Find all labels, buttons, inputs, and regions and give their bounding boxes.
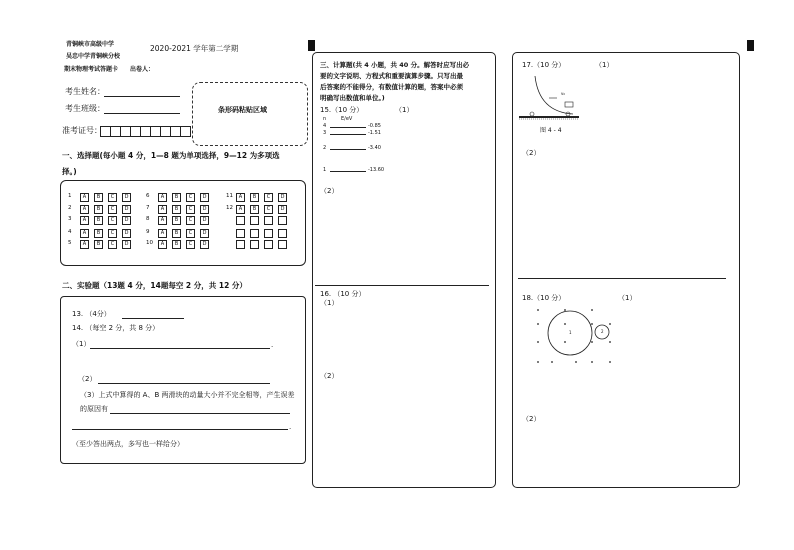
choice-bubble[interactable]: C <box>108 229 117 238</box>
question-number: 5 <box>68 240 72 246</box>
choice-bubble[interactable]: C <box>186 205 195 214</box>
period-mark: . <box>271 341 274 349</box>
q14-part3-text-cont: 的原因有 <box>80 405 108 413</box>
student-class-label: 考生班级： <box>65 104 105 113</box>
barcode-area <box>192 82 308 146</box>
section3-title-3: 后答案的不能得分，有数值计算的题，答案中必须 <box>320 83 463 91</box>
choice-bubble[interactable]: D <box>122 205 131 214</box>
figure-caption: 图 4 - 4 <box>540 127 562 134</box>
q17-figure <box>515 72 585 124</box>
choice-bubble[interactable]: A <box>236 193 245 202</box>
q16-label: 16. （10 分） <box>320 290 366 298</box>
question-number: 7 <box>146 205 150 211</box>
alignment-mark <box>308 40 315 51</box>
energy-level-n: 1 <box>323 167 327 173</box>
question-number: 6 <box>146 193 150 199</box>
energy-level-value: -13.60 <box>368 167 385 173</box>
student-name-label: 考生姓名： <box>65 87 105 96</box>
q14-part2-line[interactable] <box>98 383 270 384</box>
q15-part2-label: （2） <box>320 187 339 195</box>
choice-bubble[interactable]: B <box>94 240 103 249</box>
q14-part2-label: （2） <box>78 375 97 383</box>
choice-bubble[interactable]: D <box>200 229 209 238</box>
energy-level-n: 3 <box>323 130 327 136</box>
term-title: 2020-2021 学年第二学期 <box>150 44 239 53</box>
choice-bubble[interactable]: A <box>158 205 167 214</box>
question-number: 8 <box>146 216 150 222</box>
choice-bubble[interactable]: A <box>158 216 167 225</box>
choice-bubble[interactable] <box>250 216 259 225</box>
q17-part1-label: （1） <box>595 61 614 69</box>
energy-level-line <box>330 134 366 135</box>
section1-title-cont: 择。) <box>62 167 77 176</box>
q18-label: 18.（10 分） <box>522 294 566 302</box>
q17-label: 17.（10 分） <box>522 61 566 69</box>
energy-level-line <box>330 149 366 150</box>
choice-bubble[interactable]: B <box>172 216 181 225</box>
choice-bubble[interactable]: C <box>186 193 195 202</box>
choice-bubble[interactable]: B <box>172 193 181 202</box>
choice-bubble[interactable]: A <box>158 229 167 238</box>
q13-label: 13. （4分） <box>72 310 111 318</box>
circle-label-2: 2 <box>601 329 604 334</box>
choice-bubble[interactable]: C <box>186 240 195 249</box>
section3-title-4: 明确写出数值和单位。) <box>320 94 385 102</box>
choice-bubble[interactable]: B <box>172 240 181 249</box>
choice-bubble[interactable] <box>264 216 273 225</box>
q13-answer-line[interactable] <box>122 318 184 319</box>
choice-bubble[interactable]: A <box>158 240 167 249</box>
choice-bubble[interactable]: A <box>80 240 89 249</box>
choice-bubble[interactable] <box>236 216 245 225</box>
question-number: 1 <box>68 193 72 199</box>
choice-bubble[interactable]: C <box>108 205 117 214</box>
choice-bubble[interactable]: D <box>200 205 209 214</box>
choice-bubble[interactable]: B <box>94 229 103 238</box>
velocity-label: v₀ <box>561 91 565 96</box>
choice-bubble[interactable] <box>250 240 259 249</box>
choice-bubble[interactable]: D <box>122 240 131 249</box>
q15-label: 15.（10 分） <box>320 106 364 114</box>
calc-section-box <box>312 52 496 488</box>
question-number: 9 <box>146 229 150 235</box>
section3-title-1: 三、计算题(共 4 小题，共 40 分。解答时应写出必 <box>320 61 470 69</box>
choice-bubble[interactable]: A <box>236 205 245 214</box>
section2-title: 二、实验题（13题 4 分，14题每空 2 分，共 12 分） <box>62 281 247 290</box>
exam-id-label: 准考证号： <box>62 126 102 135</box>
choice-bubble[interactable]: B <box>172 205 181 214</box>
energy-n-header: n <box>323 116 327 122</box>
energy-ev-header: E/eV <box>341 116 353 122</box>
q15-part1-label: （1） <box>395 106 414 114</box>
question-number: 4 <box>68 229 72 235</box>
choice-bubble[interactable]: C <box>108 216 117 225</box>
choice-bubble[interactable]: D <box>200 240 209 249</box>
barcode-area-label: 条形码粘贴区域 <box>218 106 267 114</box>
question-number: 12 <box>226 205 233 211</box>
choice-bubble[interactable]: A <box>158 193 167 202</box>
school-name-line1: 青铜峡市高级中学 <box>66 41 115 48</box>
choice-bubble[interactable] <box>278 240 287 249</box>
q14-note: （至少答出两点，多写也一样给分） <box>72 440 184 448</box>
energy-level-line <box>330 171 366 172</box>
q15-q16-divider <box>315 285 489 286</box>
school-name-line2: 吴忠中学青铜峡分校 <box>66 53 121 60</box>
choice-bubble[interactable]: B <box>94 216 103 225</box>
student-name-field[interactable] <box>104 96 180 97</box>
choice-bubble[interactable]: D <box>122 193 131 202</box>
section3-title-2: 要的文字说明、方程式和重要演算步骤。只写出最 <box>320 72 463 80</box>
experiment-answer-box <box>60 296 306 464</box>
choice-bubble[interactable]: D <box>200 193 209 202</box>
choice-bubble[interactable]: D <box>122 229 131 238</box>
choice-bubble[interactable]: B <box>250 193 259 202</box>
choice-bubble[interactable] <box>264 240 273 249</box>
choice-bubble[interactable]: D <box>278 205 287 214</box>
choice-bubble[interactable] <box>250 229 259 238</box>
choice-bubble[interactable]: C <box>108 240 117 249</box>
question-number: 11 <box>226 193 233 199</box>
energy-level-line <box>330 127 366 128</box>
q18-part1-label: （1） <box>618 294 637 302</box>
q17-part2-label: （2） <box>522 149 541 157</box>
section1-title: 一、选择题(每小题 4 分，1—8 题为单项选择，9—12 为多项选 <box>62 151 280 160</box>
choice-bubble[interactable]: C <box>264 205 273 214</box>
choice-bubble[interactable]: D <box>278 193 287 202</box>
choice-bubble[interactable]: C <box>186 216 195 225</box>
choice-bubble[interactable]: B <box>94 193 103 202</box>
q18-part2-label: （2） <box>522 415 541 423</box>
choice-bubble[interactable]: A <box>80 216 89 225</box>
q14-part1-label: （1） <box>72 340 91 348</box>
circle-label-1: 1 <box>569 330 572 335</box>
choice-bubble[interactable]: D <box>122 216 131 225</box>
q14-part1-line[interactable] <box>90 348 270 349</box>
q16-part2-label: （2） <box>320 372 339 380</box>
question-number: 2 <box>68 205 72 211</box>
q14-part3-text: （3）上式中算得的 A、B 两滑块的动量大小并不完全相等，产生误差 <box>80 391 295 399</box>
question-number: 3 <box>68 216 72 222</box>
choice-bubble[interactable]: A <box>80 205 89 214</box>
choice-bubble[interactable]: C <box>186 229 195 238</box>
q14-part3-line2[interactable] <box>72 429 288 430</box>
choice-bubble[interactable]: B <box>94 205 103 214</box>
energy-level-value: -0.85 <box>368 123 381 129</box>
choice-bubble[interactable] <box>278 229 287 238</box>
energy-level-value: -3.40 <box>368 145 381 151</box>
choice-bubble[interactable]: C <box>108 193 117 202</box>
choice-bubble[interactable]: B <box>172 229 181 238</box>
q16-part1-label: （1） <box>320 299 339 307</box>
energy-level-value: -1.51 <box>368 130 381 136</box>
alignment-mark <box>747 40 754 51</box>
choice-bubble[interactable]: C <box>264 193 273 202</box>
choice-bubble[interactable]: A <box>80 193 89 202</box>
student-class-field[interactable] <box>104 113 180 114</box>
q14-part3-line1[interactable] <box>110 413 290 414</box>
period-mark: . <box>289 423 292 431</box>
q17-q18-divider <box>518 278 726 279</box>
exam-subtitle: 期末物理考试答题卡 <box>64 66 119 73</box>
question-number: 10 <box>146 240 153 246</box>
choice-bubble[interactable]: A <box>80 229 89 238</box>
energy-level-n: 2 <box>323 145 327 151</box>
q18-magnetic-field-figure <box>530 300 620 370</box>
choice-bubble[interactable] <box>236 229 245 238</box>
choice-bubble[interactable]: D <box>200 216 209 225</box>
author-label: 出卷人： <box>130 66 155 73</box>
choice-bubble[interactable] <box>278 216 287 225</box>
choice-bubble[interactable]: B <box>250 205 259 214</box>
choice-bubble[interactable] <box>236 240 245 249</box>
q14-label: 14. （每空 2 分，共 8 分） <box>72 324 160 332</box>
energy-level-n: 4 <box>323 123 327 129</box>
choice-bubble[interactable] <box>264 229 273 238</box>
